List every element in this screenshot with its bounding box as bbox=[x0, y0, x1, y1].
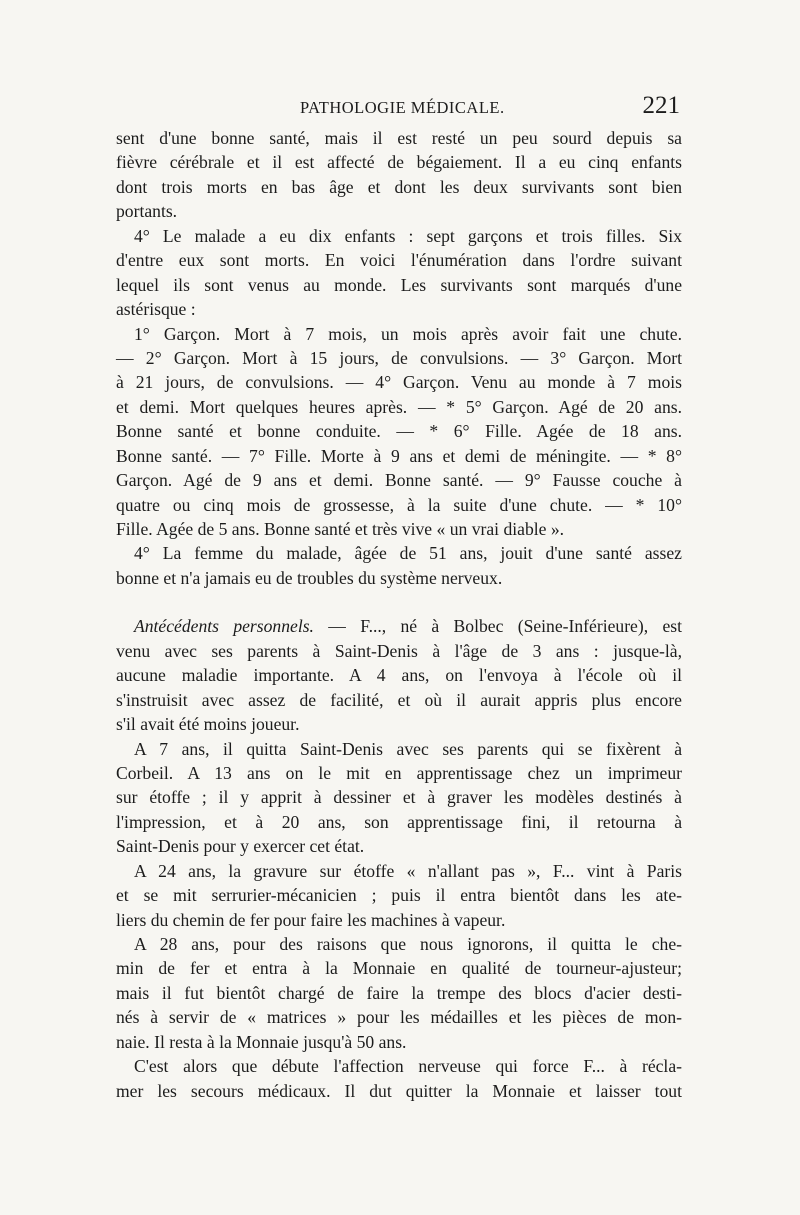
text-line: naie. Il resta à la Monnaie jusqu'à 50 ans. bbox=[116, 1031, 407, 1052]
page-header bbox=[300, 92, 680, 122]
page-number: 221 bbox=[642, 92, 680, 119]
paragraph-age-28 bbox=[116, 932, 682, 1054]
text-line: dont trois morts en bas âge et dont les deux survivants sont bien bbox=[116, 176, 682, 197]
text-line: liers du chemin de fer pour faire les machines à vapeur. bbox=[116, 909, 506, 930]
text-line: mer les secours médicaux. Il dut quitter la Monnaie et laisser tout bbox=[116, 1080, 682, 1101]
paragraph-children-list bbox=[116, 322, 682, 542]
text-line: aucune maladie importante. A 4 ans, on l'envoya à l'école où il bbox=[116, 665, 682, 686]
text-line: Bonne santé. — 7° Fille. Morte à 9 ans et demi de méningite. — * 8° bbox=[116, 445, 682, 466]
text-line: 1° Garçon. Mort à 7 mois, un mois après avoir fait une chute. bbox=[134, 323, 682, 344]
text-line bbox=[116, 614, 682, 638]
text-line: à 21 jours, de convulsions. — 4° Garçon. Venu au monde à 7 mois bbox=[116, 372, 682, 393]
text-line: A 7 ans, il quitta Saint-Denis avec ses parents qui se fixèrent à bbox=[134, 738, 682, 759]
text-line: 4° Le malade a eu dix enfants : sept garçons et trois filles. Six bbox=[134, 225, 682, 246]
paragraph-children bbox=[116, 224, 682, 322]
paragraph-personal-history bbox=[116, 614, 682, 736]
text-line: et demi. Mort quelques heures après. — * 5° Garçon. Agé de 20 ans. bbox=[116, 396, 682, 417]
section-heading: Antécédents personnels. bbox=[134, 616, 314, 637]
text-line: d'entre eux sont morts. En voici l'énumération dans l'ordre suivant bbox=[116, 250, 682, 271]
text-line: bonne et n'a jamais eu de troubles du système nerveux. bbox=[116, 567, 503, 588]
text-line: nés à servir de « matrices » pour les médailles et les pièces de mon- bbox=[116, 1007, 682, 1028]
running-title: PATHOLOGIE MÉDICALE. bbox=[300, 98, 505, 117]
text-line: mais il fut bientôt chargé de faire la trempe des blocs d'acier desti- bbox=[116, 982, 682, 1003]
text-line: Corbeil. A 13 ans on le mit en apprentissage chez un imprimeur bbox=[116, 762, 682, 783]
paragraph-affection bbox=[116, 1054, 682, 1103]
text-line: Fille. Agée de 5 ans. Bonne santé et très vive « un vrai diable ». bbox=[116, 519, 565, 539]
text-line: venu avec ses parents à Saint-Denis à l'âge de 3 ans : jusque-là, bbox=[116, 640, 682, 661]
text-line: — 2° Garçon. Mort à 15 jours, de convulsions. — 3° Garçon. Mort bbox=[116, 347, 682, 368]
text-line: sent d'une bonne santé, mais il est resté un peu sourd depuis sa bbox=[116, 128, 682, 148]
text-line: s'instruisit avec assez de facilité, et où il aurait appris plus encore bbox=[116, 689, 682, 710]
text-line: l'impression, et à 20 ans, son apprentissage fini, il retourna à bbox=[116, 811, 682, 832]
text-run: — F..., né à Bolbec (Seine-Inférieure), est bbox=[313, 616, 682, 637]
text-line: sur étoffe ; il y apprit à dessiner et à graver les modèles destinés à bbox=[116, 787, 682, 808]
text-line: Bonne santé et bonne conduite. — * 6° Fille. Agée de 18 ans. bbox=[116, 421, 682, 442]
text-line: fièvre cérébrale et il est affecté de bégaiement. Il a eu cinq enfants bbox=[116, 152, 682, 173]
text-line: portants. bbox=[116, 201, 178, 222]
text-line: A 28 ans, pour des raisons que nous ignorons, il quitta le che- bbox=[134, 934, 682, 954]
paragraph-continuation bbox=[116, 126, 682, 224]
text-line: A 24 ans, la gravure sur étoffe « n'allant pas », F... vint à Paris bbox=[134, 860, 682, 881]
text-line: Saint-Denis pour y exercer cet état. bbox=[116, 836, 365, 857]
text-line: C'est alors que débute l'affection nerveuse qui force F... à récla- bbox=[134, 1056, 682, 1077]
text-line: 4° La femme du malade, âgée de 51 ans, jouit d'une santé assez bbox=[134, 543, 682, 564]
text-line: lequel ils sont venus au monde. Les survivants sont marqués d'une bbox=[116, 274, 682, 295]
page-body bbox=[116, 126, 682, 1103]
section-gap bbox=[116, 590, 682, 614]
text-line: quatre ou cinq mois de grossesse, à la suite d'une chute. — * 10° bbox=[116, 494, 682, 515]
text-line: et se mit serrurier-mécanicien ; puis il entra bientôt dans les ate- bbox=[116, 885, 682, 906]
text-line: s'il avait été moins joueur. bbox=[116, 714, 300, 735]
text-line: Garçon. Agé de 9 ans et demi. Bonne santé. — 9° Fausse couche à bbox=[116, 470, 682, 491]
paragraph-age-7 bbox=[116, 737, 682, 859]
text-line: astérisque : bbox=[116, 299, 196, 320]
text-line: min de fer et entra à la Monnaie en qualité de tourneur-ajusteur; bbox=[116, 958, 682, 979]
paragraph-wife bbox=[116, 541, 682, 590]
paragraph-age-24 bbox=[116, 859, 682, 932]
